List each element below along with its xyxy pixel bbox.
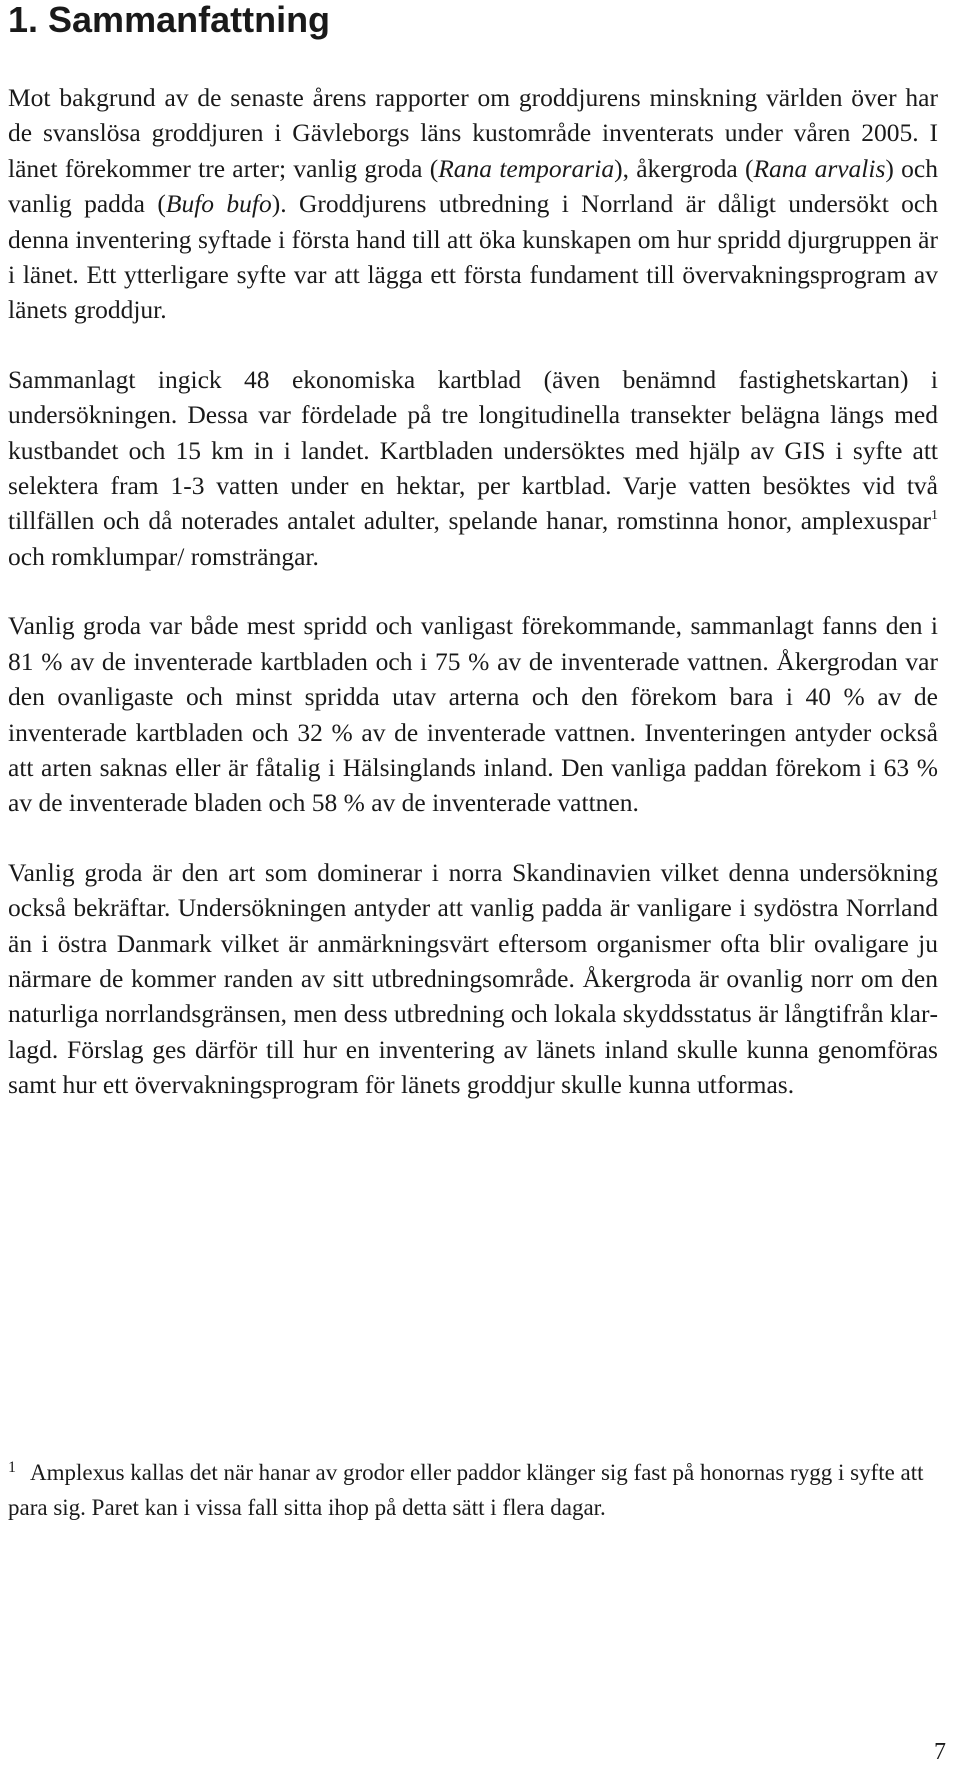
footnote-reference: 1 <box>931 508 938 524</box>
species-name-rana-arvalis: Rana arvalis <box>753 153 886 183</box>
paragraph-2-text-a: Sammanlagt ingick 48 ekonomiska kartblad (även benämnd fastighetskartan) i undersökningen. Dessa var fördelade på tre longitudinella transekter belägna längs med kustbandet och 15 km in i landet. Kartbladen undersöktes med hjälp av GIS i syfte att selektera fram 1-3 vatten under en hektar, per kartblad. Varje vatten besöktes vid två tillfällen och då noterades antalet adulter, spelande hanar, romstinna honor, amplexuspar <box>8 364 938 536</box>
paragraph-1-text-d: ). Groddjurens utbredning i Norrland är dåligt undersökt och denna inventering syftade i första hand till att öka kunskapen om hur spridd djurgruppen är i länet. Ett ytterligare syfte var att lägga ett första fundament till övervakningsprogram av länets groddjur. <box>8 189 938 325</box>
paragraph-1 <box>8 80 938 328</box>
paragraph-1-text-c: ) och vanlig padda ( <box>8 153 938 219</box>
footnote-number: 1 <box>8 1459 16 1476</box>
section-heading: 1. Sammanfattning <box>8 0 331 40</box>
paragraph-4: Vanlig groda är den art som dominerar i norra Skandinavien vilket denna undersökning också bekräftar. Undersökningen antyder att vanlig padda är vanligare i sydöstra Norrland än i östra Danmark vilket är anmärkningsvärt eftersom organismer ofta blir ovaligare ju närmare de kommer randen av sitt utbredningsområde. Åkergroda är ovanlig norr om den naturliga norrlandsgränsen, men dess utbredning och lokala skyddsstatus är långtifrån klarlagd. Förslag ges därför till hur en inventering av länets inland skulle kunna genomföras samt hur ett övervakningsprogram för länets groddjur skulle kunna utformas. <box>8 857 938 1100</box>
footnote-text: Amplexus kallas det när hanar av grodor eller paddor klänger sig fast på honornas rygg i syfte att para sig. Paret kan i vissa fall sitta ihop på detta sätt i flera dagar. <box>8 1460 924 1520</box>
paragraph-1-text-a: Mot bakgrund av de senaste årens rapporter om groddjurens minskning världen över har de svanslösa groddjuren i Gävleborgs läns kustområde inventerats under våren 2005. I länet förekommer tre arter; vanlig groda ( <box>8 83 938 183</box>
page-number: 7 <box>934 1739 946 1765</box>
paragraph-3: Vanlig groda var både mest spridd och vanligast förekommande, sammanlagt fanns den i 81 % av de inventerade kartbladen och i 75 % av de inventerade vattnen. Åkergrodan var den ovanligaste och minst spridda utav arterna och den förekom bara i 40 % av de inventerade kartbladen och 32 % av de inventerade vattnen. Inventeringen antyder också att arten saknas eller är fåtalig i Hälsinglands inland. Den vanliga paddan förekom i 63 % av de inventerade bladen och 58 % av de inventerade vattnen. <box>8 611 938 818</box>
document-page <box>8 0 938 1103</box>
species-name-bufo-bufo: Bufo bufo <box>165 189 272 219</box>
paragraph-1-text-b: ), åkergroda ( <box>614 153 754 183</box>
paragraph-2-text-b: och romklumpar/ romsträngar. <box>8 541 319 571</box>
paragraph-2 <box>8 362 938 574</box>
species-name-rana-temporaria: Rana temporaria <box>438 153 615 183</box>
footnote <box>8 1450 938 1525</box>
